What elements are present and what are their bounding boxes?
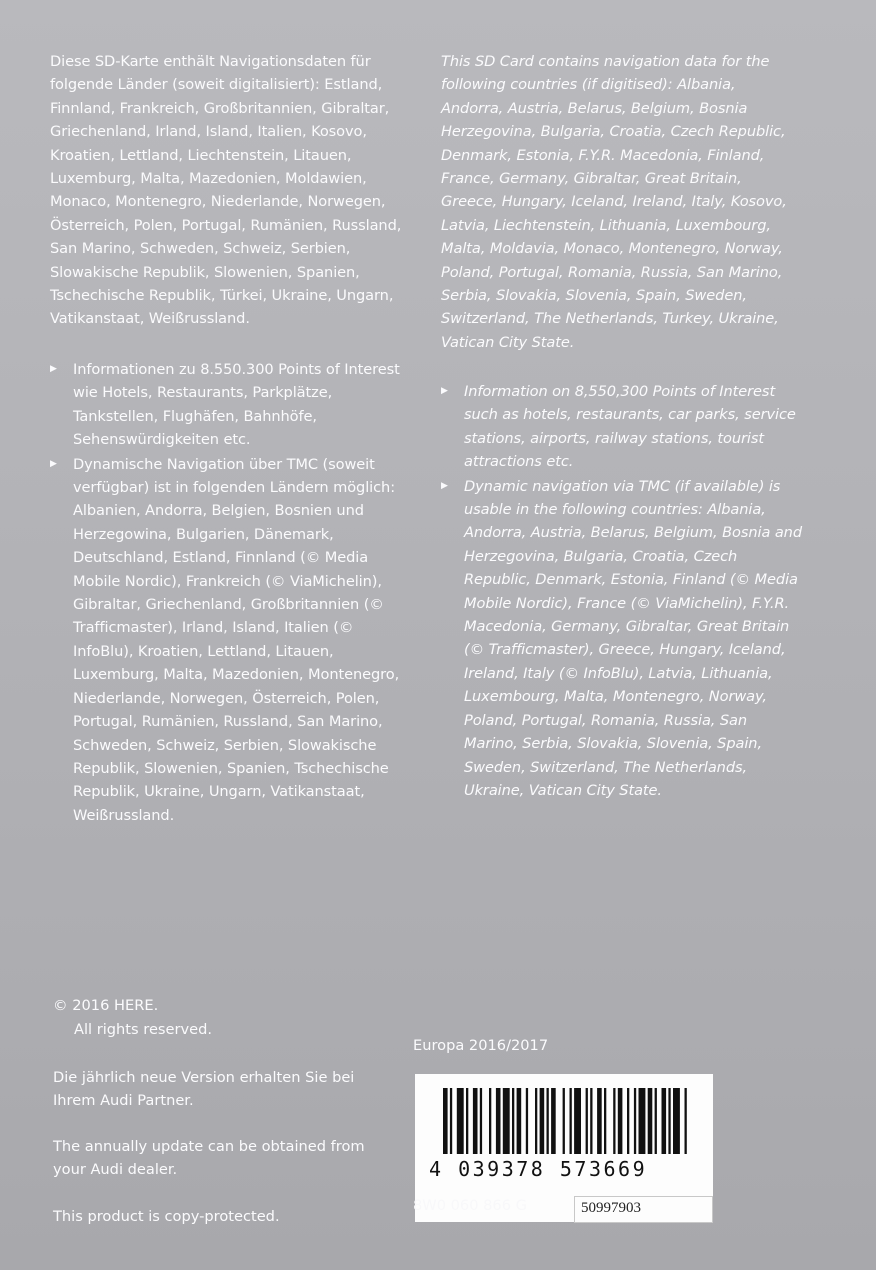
english-bullet-tmc xyxy=(441,475,803,803)
serial-sticker xyxy=(574,1196,713,1223)
german-intro xyxy=(50,50,406,331)
rights-line: All rights reserved. xyxy=(74,1021,213,1038)
german-tmc-text: Dynamische Navigation über TMC (soweit verfügbar) ist in folgenden Ländern möglich: Albanien, Andorra, Belgien, Bosnien und Herzegowina, Bulgarien, Dänemark, Deutschland, Estland, Finnland (© Media Mobile Nordic), Frankreich (© ViaMichelin), Gibraltar, Griechenland, Großbritannien (© Trafficmaster), Irland, Island, Italien (© InfoBlu), Kroatien, Lettland, Litauen, Luxemburg, Malta, Mazedonien, Montenegro, Niederlande, Norwegen, Österreich, Polen, Portugal, Rumänien, Russland, San Marino, Schweden, Schweiz, Serbien, Slowakische Republik, Slowenien, Spanien, Tschechische Republik, Ukraine, Ungarn, Vatikanstaat, Weißrussland. xyxy=(73,455,400,824)
copy-protection-note: This product is copy-protected. xyxy=(53,1208,280,1225)
english-poi-text: Information on 8,550,300 Points of Interest such as hotels, restaurants, car parks, service stations, airports, railway stations, tourist attractions etc. xyxy=(464,383,796,471)
bullet-arrow-icon: ▶ xyxy=(441,386,448,396)
barcode-icon xyxy=(443,1088,693,1166)
copyright-line: © 2016 HERE. xyxy=(53,997,159,1014)
english-update-note: The annually update can be obtained from your Audi dealer. xyxy=(53,1138,365,1178)
bullet-arrow-icon: ▶ xyxy=(50,364,57,374)
barcode-number: 4 039378 573669 xyxy=(429,1157,648,1181)
bullet-arrow-icon: ▶ xyxy=(441,480,448,491)
german-update-note: Die jährlich neue Version erhalten Sie bei Ihrem Audi Partner. xyxy=(53,1069,355,1109)
english-intro-text: This SD Card contains navigation data for the following countries (if digitised): Albania, Andorra, Austria, Belarus, Belgium, Bosnia Herzegovina, Bulgaria, Croatia, Czech Republic, Denmark, Estonia, F.Y.R. Macedonia, Finland, France, Germany, Gibraltar, Great Britain, Greece, Hungary, Iceland, Ireland, Italy, Kosovo, Latvia, Liechtenstein, Lithuania, Luxembourg, Malta, Moldavia, Monaco, Montenegro, Norway, Poland, Portugal, Romania, Russia, San Marino, Serbia, Slovakia, Slovenia, Spain, Sweden, Switzerland, The Netherlands, Turkey, Ukraine, Vatican City State. xyxy=(441,53,787,351)
german-bullet-tmc xyxy=(50,453,402,828)
german-poi-text: Informationen zu 8.550.300 Points of Interest wie Hotels, Restaurants, Parkplätze, Tankstellen, Flughäfen, Bahnhöfe, Sehenswürdigkeiten etc. xyxy=(73,361,400,449)
serial-number: 50997903 xyxy=(581,1200,641,1216)
german-bullet-list xyxy=(50,358,402,827)
english-bullet-poi xyxy=(441,380,803,474)
english-bullet-list xyxy=(441,380,803,802)
german-intro-text: Diese SD-Karte enthält Navigationsdaten für folgende Länder (soweit digitalisiert): Estland, Finnland, Frankreich, Großbritannien, Gibraltar, Griechenland, Irland, Island, Italien, Kosovo, Kroatien, Lettland, Liechtenstein, Litauen, Luxemburg, Malta, Mazedonien, Moldawien, Monaco, Montenegro, Niederlande, Norwegen, Österreich, Polen, Portugal, Rumänien, Russland, San Marino, Schweden, Schweiz, Serbien, Slowakische Republik, Slowenien, Spanien, Tschechische Republik, Türkei, Ukraine, Ungarn, Vatikanstaat, Weißrussland. xyxy=(50,53,402,328)
english-intro xyxy=(441,50,801,354)
part-number: 8W0 060 866 G xyxy=(413,1197,527,1214)
edition-label: Europa 2016/2017 xyxy=(413,1037,549,1054)
german-bullet-poi xyxy=(50,358,402,452)
bullet-arrow-icon: ▶ xyxy=(50,458,57,469)
english-tmc-text: Dynamic navigation via TMC (if available) is usable in the following countries: Albania, Andorra, Austria, Belarus, Belgium, Bosnia and Herzegovina, Bulgaria, Croatia, Czech Republic, Denmark, Estonia, Finland (© Media Mobile Nordic), France (© ViaMichelin), F.Y.R. Macedonia, Germany, Gibraltar, Great Britain (© Trafficmaster), Greece, Hungary, Iceland, Ireland, Italy (© InfoBlu), Latvia, Lithuania, Luxembourg, Malta, Montenegro, Norway, Poland, Portugal, Romania, Russia, San Marino, Serbia, Slovakia, Slovenia, Spain, Sweden, Switzerland, The Netherlands, Ukraine, Vatican City State. xyxy=(464,477,802,799)
